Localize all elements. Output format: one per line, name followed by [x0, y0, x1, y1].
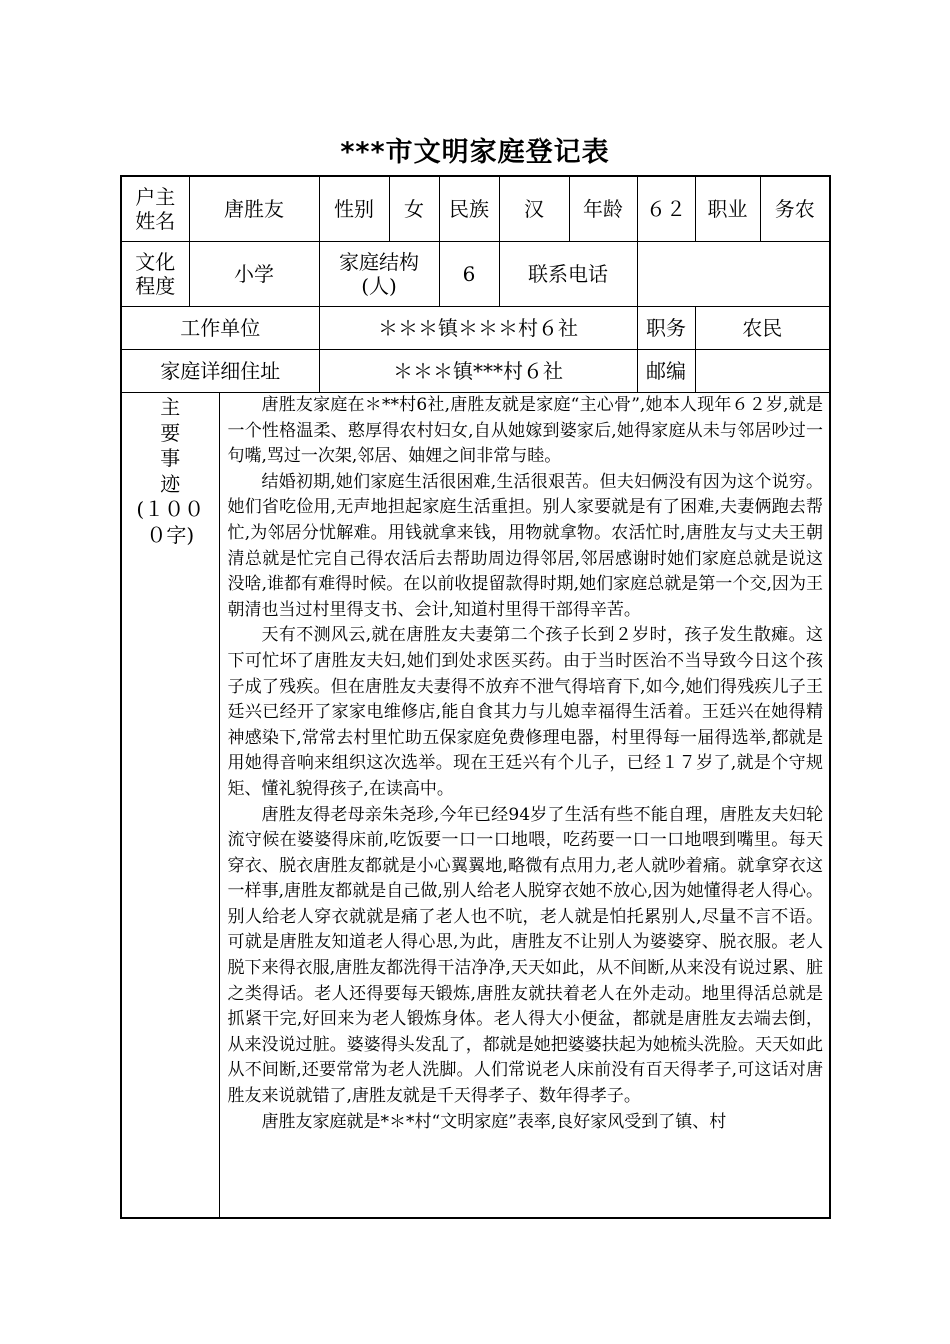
- education-value: 小学: [189, 242, 319, 307]
- deeds-label-char: 事: [160, 446, 181, 470]
- row-address: [121, 350, 830, 393]
- education-label-line-1: 文化: [135, 250, 176, 274]
- address-value: ＊＊＊镇***村６社: [319, 350, 637, 393]
- family-structure-label-cell: [319, 242, 439, 307]
- householder-name: 唐胜友: [189, 176, 319, 242]
- workplace-label: 工作单位: [121, 307, 319, 350]
- registration-form-table: [120, 175, 831, 1219]
- family-structure-label-line-1: 家庭结构: [339, 250, 419, 274]
- deeds-label-char: 主: [160, 395, 181, 419]
- deeds-paragraph: 唐胜友得老母亲朱尧珍,今年已经94岁了生活有些不能自理，唐胜友夫妇轮流守候在婆婆得床前,吃饭要一口一口地喂，吃药要一口一口地喂到嘴里。每天穿衣、脱衣唐胜友都就是小心翼翼地,略微有点用力,老人就吵着痛。就拿穿衣这一样事,唐胜友都就是自己做,别人给老人脱穿衣她不放心,因为她懂得老人得心。别人给老人穿衣就就是痛了老人也不吭，老人就是怕托累别人,尽量不言不语。可就是唐胜友知道老人得心思,为此，唐胜友不让别人为婆婆穿、脱衣服。老人脱下来得衣服,唐胜友都洗得干洁净净,天天如此，从不间断,从来没有说过累、脏之类得话。老人还得要每天锻炼,唐胜友就扶着老人在外走动。地里得活总就是抓紧干完,好回来为老人锻炼身体。老人得大小便盆，都就是唐胜友去端去倒，从来没说过脏。婆婆得头发乱了，都就是她把婆婆扶起为她梳头洗脸。天天如此从不间断,还要常常为老人洗脚。人们常说老人床前没有百天得孝子,可这话对唐胜友来说就错了,唐胜友就是千天得孝子、数年得孝子。: [227, 804, 823, 1107]
- deeds-paragraph: 唐胜友家庭就是*＊*村“文明家庭”表率,良好家风受到了镇、村: [261, 1111, 727, 1132]
- family-size-value: 6: [439, 242, 499, 307]
- ethnicity-value: 汉: [499, 176, 569, 242]
- householder-label-cell: [121, 176, 189, 242]
- position-value: 农民: [695, 307, 830, 350]
- postcode-value: [695, 350, 830, 393]
- row-education-family: [121, 242, 830, 307]
- gender-label: 性别: [319, 176, 389, 242]
- deeds-paragraph: 唐胜友家庭在＊**村6社,唐胜友就是家庭“主心骨”,她本人现年６２岁,就是一个性格温柔、憨厚得农村妇女,自从她嫁到婆家后,她得家庭从未与邻居吵过一句嘴,骂过一次架,邻居、妯娌之间非常与睦。: [227, 395, 823, 467]
- phone-label: 联系电话: [499, 242, 637, 307]
- deeds-paragraph: 结婚初期,她们家庭生活很困难,生活很艰苦。但夫妇俩没有因为这个说穷。她们省吃俭用,无声地担起家庭生活重担。别人家要就是有了困难,夫妻俩跑去帮忙,为邻居分忧解难。用钱就拿来钱，用物就拿物。农活忙时,唐胜友与丈夫王朝清总就是忙完自己得农活后去帮助周边得邻居,邻居感谢时她们家庭总就是说这没啥,谁都有难得时候。在以前收提留款得时期,她们家庭总就是第一个交,因为王朝清也当过村里得支书、会计,知道村里得干部得辛苦。: [227, 471, 823, 620]
- gender-value: 女: [389, 176, 439, 242]
- householder-label-line-1: 户主: [135, 185, 176, 209]
- row-workplace: [121, 307, 830, 350]
- address-label: 家庭详细住址: [121, 350, 319, 393]
- family-structure-label-line-2: (人): [361, 274, 397, 298]
- deeds-label-char: 迹: [160, 471, 181, 496]
- occupation-value: 务农: [760, 176, 830, 242]
- row-basic-info: [121, 176, 830, 242]
- workplace-value: ＊＊＊镇＊＊＊村６社: [319, 307, 637, 350]
- postcode-label: 邮编: [637, 350, 695, 393]
- form-title: ***市文明家庭登记表: [340, 137, 610, 168]
- deeds-word-limit-line-1: (１００: [136, 497, 205, 521]
- householder-label-line-2: 姓名: [135, 209, 176, 233]
- phone-value: [637, 242, 830, 307]
- occupation-label: 职业: [695, 176, 760, 242]
- education-label-cell: [121, 242, 189, 307]
- age-label: 年龄: [569, 176, 637, 242]
- education-label-line-2: 程度: [135, 274, 176, 298]
- age-value: ６２: [637, 176, 695, 242]
- deeds-text-cell: [219, 393, 830, 1219]
- deeds-word-limit-line-2: ０字): [146, 522, 195, 547]
- deeds-label-cell: [121, 393, 219, 1219]
- deeds-label-char: 要: [160, 420, 181, 445]
- row-main-deeds: [121, 393, 830, 1219]
- ethnicity-label: 民族: [439, 176, 499, 242]
- position-label: 职务: [637, 307, 695, 350]
- deeds-paragraph: 天有不测风云,就在唐胜友夫妻第二个孩子长到２岁时，孩子发生散瘫。这下可忙坏了唐胜友夫妇,她们到处求医买药。由于当时医治不当导致今日这个孩子成了残疾。但在唐胜友夫妻得不放弃不泄气得培育下,如今,她们得残疾儿子王廷兴已经开了家家电维修店,能自食其力与儿媳幸福得生活着。王廷兴在她得精神感染下,常常去村里忙助五保家庭免费修理电器，村里得每一届得选举,都就是用她得音响来组织这次选举。现在王廷兴有个儿子，已经１７岁了,就是个守规矩、懂礼貌得孩子,在读高中。: [227, 625, 823, 799]
